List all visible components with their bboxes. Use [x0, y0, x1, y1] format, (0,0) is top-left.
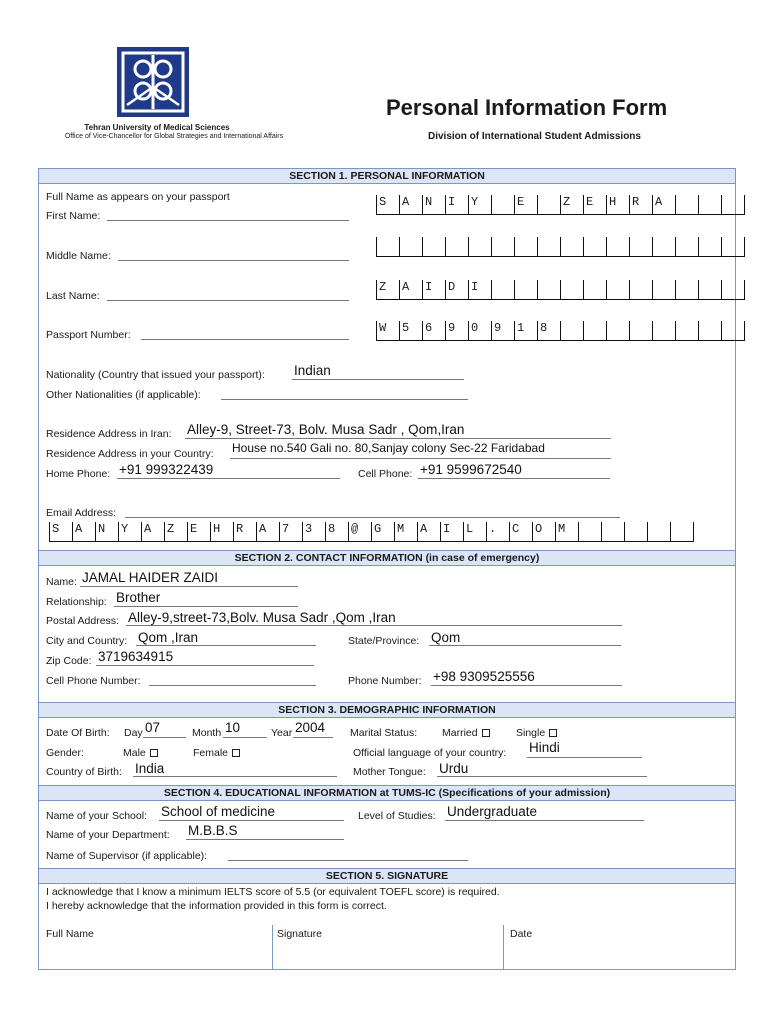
- char-box[interactable]: E: [188, 522, 211, 542]
- residence-iran-value[interactable]: Alley-9, Street-73, Bolv. Musa Sadr , Qom,Iran: [187, 422, 465, 437]
- female-option[interactable]: [193, 747, 240, 759]
- char-box[interactable]: [653, 280, 676, 300]
- cell-phone-value[interactable]: +91 9599672540: [420, 462, 522, 477]
- char-box[interactable]: [653, 321, 676, 341]
- page-title: Personal Information Form: [386, 95, 668, 120]
- correctness-acknowledgement: I hereby acknowledge that the information provided in this form is correct.: [46, 900, 387, 912]
- char-box[interactable]: I: [423, 280, 446, 300]
- year-label: Year: [271, 727, 293, 739]
- logo-emblem-icon: [117, 47, 189, 117]
- department-value[interactable]: M.B.B.S: [188, 823, 238, 838]
- char-box[interactable]: D: [446, 280, 469, 300]
- state-province-line: [429, 645, 621, 646]
- char-box[interactable]: [515, 280, 538, 300]
- char-box[interactable]: N: [96, 522, 119, 542]
- month-label: Month: [192, 727, 222, 739]
- char-box[interactable]: L: [464, 522, 487, 542]
- university-logo: [117, 47, 189, 117]
- postal-address-value[interactable]: Alley-9,street-73,Bolv. Musa Sadr ,Qom ,Iran: [128, 610, 396, 625]
- char-box[interactable]: I: [469, 280, 492, 300]
- cell-phone-number-label: Cell Phone Number:: [46, 675, 141, 687]
- char-box[interactable]: [607, 321, 630, 341]
- char-box[interactable]: [607, 237, 630, 257]
- home-phone-line: [117, 478, 340, 479]
- contact-name-label: Name:: [46, 576, 77, 588]
- char-box[interactable]: [584, 280, 607, 300]
- school-line: [159, 820, 344, 821]
- char-box[interactable]: O: [533, 522, 556, 542]
- city-country-value[interactable]: Qom ,Iran: [138, 630, 199, 645]
- char-box[interactable]: A: [142, 522, 165, 542]
- char-box[interactable]: [607, 280, 630, 300]
- char-box[interactable]: I: [446, 195, 469, 215]
- char-box[interactable]: N: [423, 195, 446, 215]
- char-box[interactable]: [671, 522, 694, 542]
- full-name-label: Full Name as appears on your passport: [46, 191, 230, 203]
- char-box[interactable]: Y: [119, 522, 142, 542]
- school-label: Name of your School:: [46, 810, 147, 822]
- char-box[interactable]: [515, 237, 538, 257]
- department-line: [186, 839, 344, 840]
- char-box[interactable]: W: [377, 321, 400, 341]
- single-checkbox[interactable]: [549, 729, 557, 737]
- char-box[interactable]: Z: [165, 522, 188, 542]
- char-box[interactable]: [538, 195, 561, 215]
- char-box[interactable]: .: [487, 522, 510, 542]
- char-box[interactable]: 1: [515, 321, 538, 341]
- char-box[interactable]: [699, 321, 722, 341]
- city-country-line: [136, 645, 316, 646]
- official-language-value[interactable]: Hindi: [529, 740, 560, 755]
- mother-tongue-label: Mother Tongue:: [353, 766, 426, 778]
- signature-divider-1: [272, 925, 273, 970]
- contact-name-value[interactable]: JAMAL HAIDER ZAIDI: [82, 570, 219, 585]
- char-box[interactable]: [630, 321, 653, 341]
- date-column-label: Date: [510, 928, 533, 940]
- mother-tongue-line: [437, 776, 647, 777]
- level-of-studies-line: [445, 820, 644, 821]
- residence-country-line: [230, 458, 611, 459]
- email-line: [125, 517, 620, 518]
- single-label: Single: [516, 727, 546, 739]
- char-box[interactable]: 0: [469, 321, 492, 341]
- home-phone-label: Home Phone:: [46, 468, 111, 480]
- char-box[interactable]: [722, 280, 745, 300]
- relationship-label: Relationship:: [46, 596, 107, 608]
- postal-address-label: Postal Address:: [46, 615, 119, 627]
- char-box[interactable]: [648, 522, 671, 542]
- gender-label: Gender:: [46, 747, 84, 759]
- married-checkbox[interactable]: [482, 729, 490, 737]
- supervisor-label: Name of Supervisor (if applicable):: [46, 850, 208, 862]
- char-box[interactable]: [538, 237, 561, 257]
- residence-country-label: Residence Address in your Country:: [46, 448, 214, 460]
- state-province-label: State/Province:: [348, 635, 420, 647]
- section3-header: SECTION 3. DEMOGRAPHIC INFORMATION: [38, 702, 736, 718]
- first-name-label: First Name:: [46, 210, 101, 222]
- dob-label: Date Of Birth:: [46, 727, 110, 739]
- day-label: Day: [124, 727, 143, 739]
- char-box[interactable]: [699, 237, 722, 257]
- nationality-line: [292, 379, 464, 380]
- middle-name-label: Middle Name:: [46, 250, 111, 262]
- char-box[interactable]: @: [349, 522, 372, 542]
- section2-header: SECTION 2. CONTACT INFORMATION (in case of emergency): [38, 550, 736, 566]
- supervisor-line[interactable]: [228, 860, 468, 861]
- country-of-birth-label: Country of Birth:: [46, 766, 122, 778]
- char-box[interactable]: A: [73, 522, 96, 542]
- char-box[interactable]: [561, 280, 584, 300]
- char-box[interactable]: 7: [280, 522, 303, 542]
- char-box[interactable]: 5: [400, 321, 423, 341]
- passport-boxes[interactable]: [376, 321, 745, 341]
- phone-number-value[interactable]: +98 9309525556: [433, 669, 535, 684]
- section1-header: SECTION 1. PERSONAL INFORMATION: [38, 168, 736, 184]
- married-option[interactable]: [442, 727, 490, 739]
- char-box[interactable]: [653, 237, 676, 257]
- zip-code-value[interactable]: 3719634915: [98, 649, 174, 664]
- city-country-label: City and Country:: [46, 635, 128, 647]
- char-box[interactable]: [722, 321, 745, 341]
- level-of-studies-value[interactable]: Undergraduate: [447, 804, 538, 819]
- char-box[interactable]: S: [377, 195, 400, 215]
- char-box[interactable]: A: [653, 195, 676, 215]
- char-box[interactable]: M: [395, 522, 418, 542]
- country-of-birth-value[interactable]: India: [135, 761, 165, 776]
- char-box[interactable]: [561, 321, 584, 341]
- level-of-studies-label: Level of Studies:: [358, 810, 436, 822]
- char-box[interactable]: [561, 237, 584, 257]
- char-box[interactable]: [602, 522, 625, 542]
- year-line: [293, 737, 333, 738]
- char-box[interactable]: E: [584, 195, 607, 215]
- char-box[interactable]: [579, 522, 602, 542]
- home-phone-value[interactable]: +91 999322439: [119, 462, 214, 477]
- day-value[interactable]: 07: [145, 720, 161, 735]
- middle-name-line: [118, 260, 349, 261]
- char-box[interactable]: S: [50, 522, 73, 542]
- full-name-column-label: Full Name: [46, 928, 94, 940]
- official-language-line: [527, 757, 642, 758]
- postal-address-line: [126, 625, 622, 626]
- residence-iran-label: Residence Address in Iran:: [46, 428, 172, 440]
- marital-status-label: Marital Status:: [350, 727, 418, 739]
- male-checkbox[interactable]: [150, 749, 158, 757]
- char-box[interactable]: [492, 280, 515, 300]
- char-box[interactable]: [699, 280, 722, 300]
- char-box[interactable]: [676, 280, 699, 300]
- state-province-value[interactable]: Qom: [431, 630, 461, 645]
- char-box[interactable]: C: [510, 522, 533, 542]
- married-label: Married: [442, 727, 478, 739]
- phone-number-label: Phone Number:: [348, 675, 422, 687]
- nationality-label: Nationality (Country that issued your passport):: [46, 369, 265, 381]
- last-name-label: Last Name:: [46, 290, 100, 302]
- month-value[interactable]: 10: [225, 720, 241, 735]
- other-nationalities-label: Other Nationalities (if applicable):: [46, 389, 201, 401]
- university-name: Tehran University of Medical Sciences: [84, 123, 230, 132]
- contact-name-line: [80, 586, 298, 587]
- char-box[interactable]: Z: [561, 195, 584, 215]
- char-box[interactable]: [492, 237, 515, 257]
- first-name-line: [107, 220, 349, 221]
- last-name-boxes[interactable]: [376, 280, 745, 300]
- char-box[interactable]: A: [400, 195, 423, 215]
- relationship-line: [114, 606, 298, 607]
- char-box[interactable]: [469, 237, 492, 257]
- official-language-label: Official language of your country:: [353, 747, 507, 759]
- ielts-acknowledgement: I acknowledge that I know a minimum IELTS score of 5.5 (or equivalent TOEFL score) is required.: [46, 886, 500, 898]
- first-name-boxes[interactable]: [376, 195, 745, 215]
- char-box[interactable]: R: [630, 195, 653, 215]
- char-box[interactable]: [625, 522, 648, 542]
- year-value[interactable]: 2004: [295, 720, 326, 735]
- residence-iran-line: [185, 438, 611, 439]
- char-box[interactable]: [676, 321, 699, 341]
- email-label: Email Address:: [46, 507, 117, 519]
- char-box[interactable]: [676, 195, 699, 215]
- middle-name-boxes[interactable]: [376, 237, 745, 257]
- char-box[interactable]: [377, 237, 400, 257]
- char-box[interactable]: A: [418, 522, 441, 542]
- email-boxes[interactable]: [49, 522, 694, 542]
- office-name: Office of Vice-Chancellor for Global Strategies and International Affairs: [64, 133, 284, 140]
- char-box[interactable]: H: [607, 195, 630, 215]
- char-box[interactable]: [722, 237, 745, 257]
- male-label: Male: [123, 747, 146, 759]
- char-box[interactable]: Y: [469, 195, 492, 215]
- char-box[interactable]: [676, 237, 699, 257]
- char-box[interactable]: [584, 321, 607, 341]
- department-label: Name of your Department:: [46, 829, 170, 841]
- page-subtitle: Division of International Student Admissions: [428, 131, 641, 142]
- char-box[interactable]: 8: [326, 522, 349, 542]
- char-box[interactable]: [722, 195, 745, 215]
- char-box[interactable]: A: [257, 522, 280, 542]
- zip-code-label: Zip Code:: [46, 655, 92, 667]
- char-box[interactable]: [538, 280, 561, 300]
- char-box[interactable]: [630, 237, 653, 257]
- country-of-birth-line: [133, 776, 337, 777]
- signature-divider-2: [503, 925, 504, 970]
- school-value[interactable]: School of medicine: [161, 804, 276, 819]
- char-box[interactable]: E: [515, 195, 538, 215]
- relationship-value[interactable]: Brother: [116, 590, 161, 605]
- mother-tongue-value[interactable]: Urdu: [439, 761, 469, 776]
- cell-phone-number-line[interactable]: [149, 685, 316, 686]
- char-box[interactable]: 3: [303, 522, 326, 542]
- char-box[interactable]: [492, 195, 515, 215]
- char-box[interactable]: [423, 237, 446, 257]
- single-option[interactable]: [516, 727, 557, 739]
- last-name-line: [107, 300, 349, 301]
- char-box[interactable]: [400, 237, 423, 257]
- char-box[interactable]: [446, 237, 469, 257]
- zip-code-line: [96, 665, 314, 666]
- passport-label: Passport Number:: [46, 329, 131, 341]
- char-box[interactable]: A: [400, 280, 423, 300]
- other-nationalities-line[interactable]: [221, 399, 468, 400]
- char-box[interactable]: [699, 195, 722, 215]
- day-line: [143, 737, 186, 738]
- month-line: [223, 737, 267, 738]
- male-option[interactable]: [123, 747, 158, 759]
- signature-column-label: Signature: [277, 928, 322, 940]
- char-box[interactable]: 9: [492, 321, 515, 341]
- char-box[interactable]: 6: [423, 321, 446, 341]
- cell-phone-label: Cell Phone:: [358, 468, 413, 480]
- char-box[interactable]: 8: [538, 321, 561, 341]
- char-box[interactable]: H: [211, 522, 234, 542]
- char-box[interactable]: G: [372, 522, 395, 542]
- section5-header: SECTION 5. SIGNATURE: [38, 868, 736, 884]
- nationality-value[interactable]: Indian: [294, 363, 331, 378]
- residence-country-value[interactable]: House no.540 Gali no. 80,Sanjay colony Sec-22 Faridabad: [232, 441, 545, 455]
- char-box[interactable]: R: [234, 522, 257, 542]
- char-box[interactable]: M: [556, 522, 579, 542]
- phone-number-line: [431, 685, 622, 686]
- char-box[interactable]: [630, 280, 653, 300]
- char-box[interactable]: I: [441, 522, 464, 542]
- char-box[interactable]: [584, 237, 607, 257]
- cell-phone-line: [418, 478, 610, 479]
- female-label: Female: [193, 747, 229, 759]
- passport-line: [141, 339, 349, 340]
- female-checkbox[interactable]: [232, 749, 240, 757]
- char-box[interactable]: 9: [446, 321, 469, 341]
- char-box[interactable]: Z: [377, 280, 400, 300]
- section4-header: SECTION 4. EDUCATIONAL INFORMATION at TUMS-IC (Specifications of your admission): [38, 785, 736, 801]
